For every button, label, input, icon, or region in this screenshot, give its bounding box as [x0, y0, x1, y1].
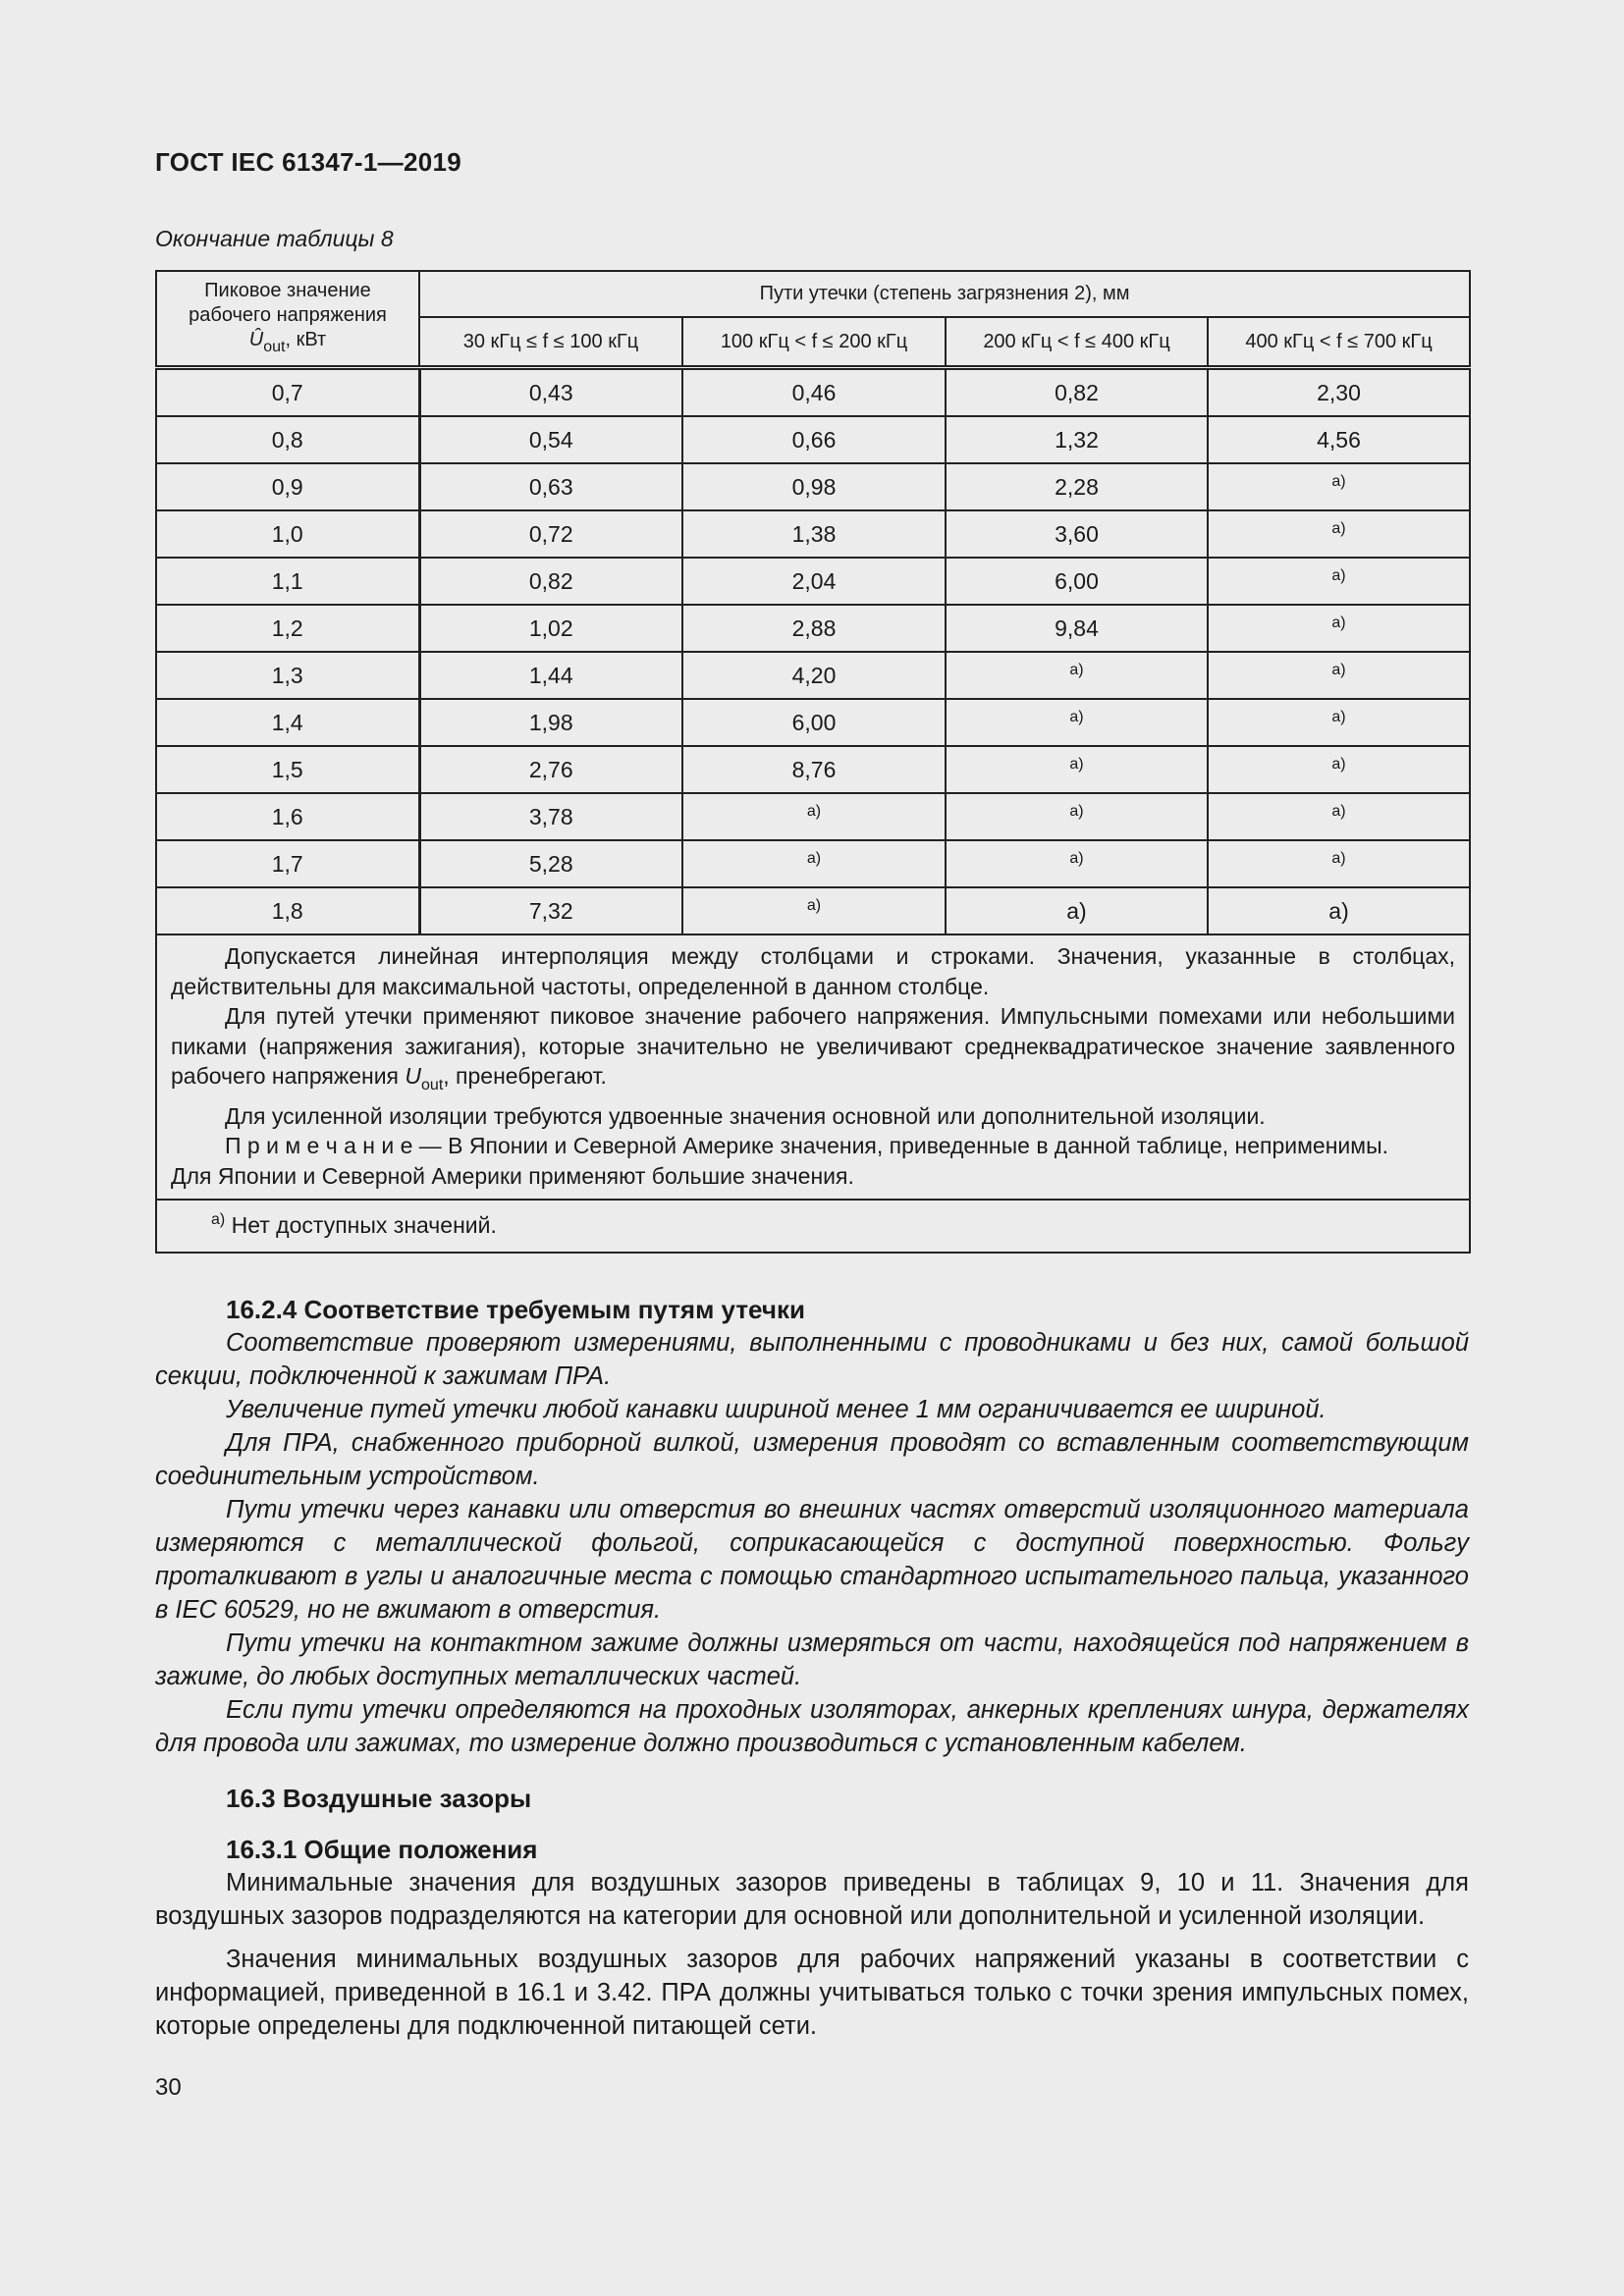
creepage-cell: 0,82 [419, 558, 682, 605]
creepage-group-header: Пути утечки (степень загрязнения 2), мм [419, 271, 1470, 317]
creepage-cell: 0,63 [419, 463, 682, 510]
creepage-cell: 2,28 [946, 463, 1208, 510]
voltage-cell: 1,7 [156, 840, 419, 887]
page-number: 30 [155, 2074, 182, 2101]
creepage-cell: 4,20 [682, 652, 946, 699]
section-16-2-4-title: 16.2.4 Соответствие требуемым путям утечки [226, 1295, 805, 1324]
section-16-3-1-title: 16.3.1 Общие положения [226, 1835, 538, 1864]
frequency-header-3: 200 кГц < f ≤ 400 кГц [946, 317, 1208, 368]
creepage-cell: 0,43 [419, 368, 682, 417]
table-caption: Окончание таблицы 8 [155, 226, 394, 251]
table-row [156, 840, 1470, 887]
creepage-cell: 1,98 [419, 699, 682, 746]
table-row [156, 793, 1470, 840]
paragraph: Пути утечки на контактном зажиме должны измеряться от части, находящейся под напряжением в зажиме, до любых доступных металлических частей. [155, 1629, 1469, 1690]
note-reinforced: Для усиленной изоляции требуются удвоенные значения основной или дополнительной изоляции. [225, 1102, 1266, 1129]
creepage-cell: a) [1208, 840, 1470, 887]
table-row [156, 368, 1470, 417]
note-remark-cont: Для Японии и Северной Америки применяют большие значения. [171, 1162, 854, 1189]
note-remark: П р и м е ч а н и е — В Японии и Северной Америке значения, приведенные в данной таблице, неприменимы. [225, 1133, 1389, 1158]
creepage-cell: 7,32 [419, 887, 682, 934]
voltage-cell: 0,8 [156, 416, 419, 463]
table-row [156, 887, 1470, 934]
creepage-cell: a) [1208, 746, 1470, 793]
creepage-cell: 1,32 [946, 416, 1208, 463]
note-peak-voltage: Для путей утечки применяют пиковое значение рабочего напряжения. Импульсными помехами или небольшими пиками (напряжения зажигания), которые значительно не увеличивают среднеквадратическое значение заявленного рабочего напряжения $U_{out}$, пренебрегают. [171, 1003, 1456, 1094]
paragraph: Значения минимальных воздушных зазоров для рабочих напряжений указаны в соответствии с информацией, приведенной в 16.1 и 3.42. ПРА должны учитываться только с точки зрения импульсных помех, которые определены для подключенной питающей сети. [155, 1946, 1469, 2040]
paragraph: Если пути утечки определяются на проходных изоляторах, анкерных креплениях шнура, держателях для провода или зажимах, то измерение должно производиться с установленным кабелем. [155, 1696, 1469, 1757]
creepage-cell: 1,44 [419, 652, 682, 699]
section-16-3-title: 16.3 Воздушные зазоры [226, 1784, 532, 1813]
paragraph: Пути утечки через канавки или отверстия во внешних частях отверстий изоляционного материала измеряются с металлической фольгой, соприкасающейся с доступной поверхностью. Фольгу проталкивают в углы и аналогичные места с помощью стандартного испытательного пальца, указанного в IEC 60529, но не вжимают в отверстия. [155, 1496, 1469, 1624]
paragraph: Соответствие проверяют измерениями, выполненными с проводниками и без них, самой большой секции, подключенной к зажимам ПРА. [155, 1329, 1469, 1390]
voltage-cell: 0,7 [156, 368, 419, 417]
creepage-cell: 9,84 [946, 605, 1208, 652]
voltage-column-header: Пиковое значение рабочего напряжения $Û_{out}$, кВт [156, 271, 419, 368]
voltage-cell: 1,8 [156, 887, 419, 934]
creepage-cell: 2,76 [419, 746, 682, 793]
document-header: ГОСТ IEC 61347-1—2019 [155, 147, 461, 177]
table-row [156, 558, 1470, 605]
creepage-cell: 0,98 [682, 463, 946, 510]
creepage-cell: 6,00 [682, 699, 946, 746]
creepage-table [155, 270, 1471, 1254]
creepage-cell: 3,60 [946, 510, 1208, 558]
creepage-cell: a) [946, 746, 1208, 793]
creepage-cell: 0,72 [419, 510, 682, 558]
creepage-cell: a) [946, 840, 1208, 887]
frequency-header-2: 100 кГц < f ≤ 200 кГц [682, 317, 946, 368]
creepage-cell: 8,76 [682, 746, 946, 793]
table-row [156, 652, 1470, 699]
creepage-cell: a) [946, 652, 1208, 699]
creepage-cell: 0,46 [682, 368, 946, 417]
creepage-cell: 0,54 [419, 416, 682, 463]
voltage-cell: 0,9 [156, 463, 419, 510]
table-row [156, 416, 1470, 463]
voltage-cell: 1,3 [156, 652, 419, 699]
creepage-cell: a) [946, 699, 1208, 746]
table-row [156, 605, 1470, 652]
table-footnote: $^{a)}$ Нет доступных значений. [156, 1200, 1470, 1253]
body-text [155, 1293, 1469, 2043]
creepage-cell: 6,00 [946, 558, 1208, 605]
creepage-cell: 0,66 [682, 416, 946, 463]
frequency-header-1: 30 кГц ≤ f ≤ 100 кГц [419, 317, 682, 368]
voltage-cell: 1,4 [156, 699, 419, 746]
creepage-cell: 4,56 [1208, 416, 1470, 463]
creepage-cell: a) [682, 840, 946, 887]
table-row [156, 463, 1470, 510]
creepage-cell: a) [1208, 699, 1470, 746]
creepage-cell: 2,04 [682, 558, 946, 605]
creepage-cell: a) [1208, 793, 1470, 840]
voltage-cell: 1,0 [156, 510, 419, 558]
voltage-cell: 1,1 [156, 558, 419, 605]
table-row [156, 699, 1470, 746]
frequency-header-4: 400 кГц < f ≤ 700 кГц [1208, 317, 1470, 368]
creepage-cell: a) [682, 887, 946, 934]
creepage-cell: a) [682, 793, 946, 840]
creepage-cell: 1,38 [682, 510, 946, 558]
creepage-cell: a) [1208, 652, 1470, 699]
note-interpolation: Допускается линейная интерполяция между столбцами и строками. Значения, указанные в столбцах, действительны для максимальной частоты, определенной в данном столбце. [171, 943, 1456, 999]
table-notes [156, 934, 1470, 1200]
paragraph: Увеличение путей утечки любой канавки шириной менее 1 мм ограничивается ее шириной. [226, 1396, 1326, 1423]
creepage-cell: a) [1208, 463, 1470, 510]
voltage-cell: 1,5 [156, 746, 419, 793]
creepage-cell: 3,78 [419, 793, 682, 840]
creepage-cell: 2,88 [682, 605, 946, 652]
creepage-cell: a) [1208, 510, 1470, 558]
creepage-cell: 2,30 [1208, 368, 1470, 417]
creepage-cell: 5,28 [419, 840, 682, 887]
creepage-cell: a) [1208, 887, 1470, 934]
creepage-cell: a) [1208, 605, 1470, 652]
paragraph: Минимальные значения для воздушных зазоров приведены в таблицах 9, 10 и 11. Значения для воздушных зазоров подразделяются на категории для основной или дополнительной и усиленной изоляции. [155, 1869, 1469, 1930]
creepage-cell: 1,02 [419, 605, 682, 652]
table-row [156, 510, 1470, 558]
table-row [156, 746, 1470, 793]
creepage-cell: a) [946, 793, 1208, 840]
creepage-cell: a) [1208, 558, 1470, 605]
paragraph: Для ПРА, снабженного приборной вилкой, измерения проводят со вставленным соответствующим соединительным устройством. [155, 1429, 1469, 1490]
voltage-cell: 1,2 [156, 605, 419, 652]
voltage-cell: 1,6 [156, 793, 419, 840]
creepage-cell: a) [946, 887, 1208, 934]
creepage-cell: 0,82 [946, 368, 1208, 417]
